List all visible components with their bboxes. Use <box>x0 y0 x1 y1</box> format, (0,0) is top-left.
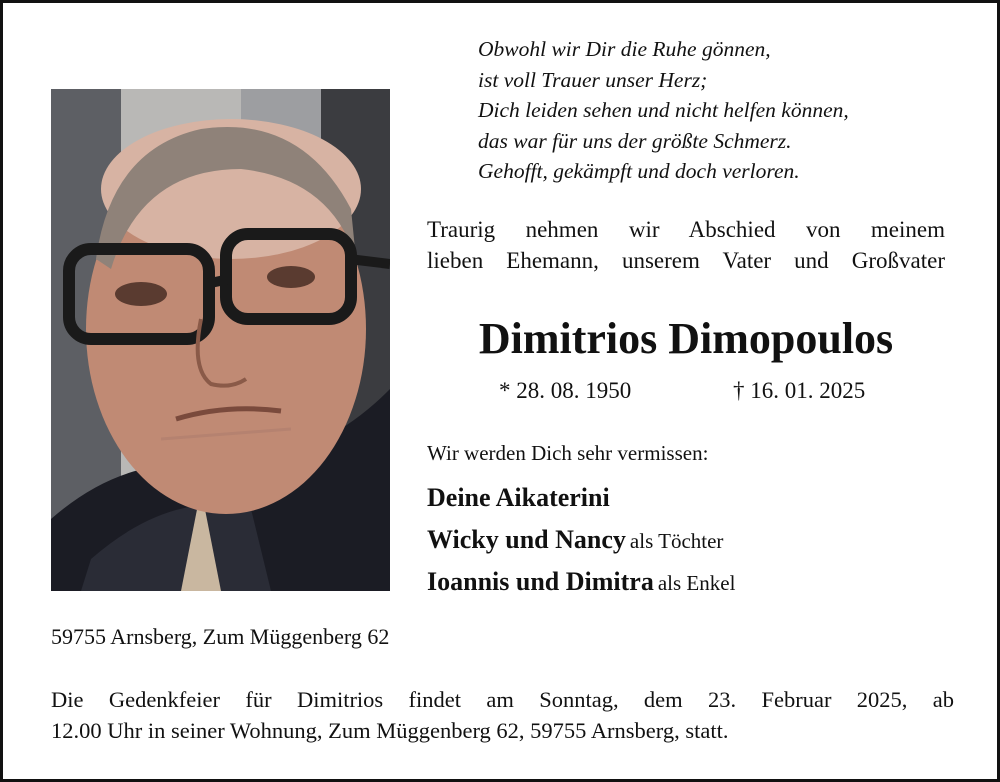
family-relation: als Enkel <box>657 571 736 595</box>
intro-line: lieben Ehemann, unserem Vater und Großvater <box>427 248 945 273</box>
poem-line: Obwohl wir Dir die Ruhe gönnen, <box>478 37 771 61</box>
death-date: † 16. 01. 2025 <box>733 378 866 403</box>
family-relation: als Töchter <box>629 529 724 553</box>
deceased-name: Dimitrios Dimopoulos <box>478 314 894 363</box>
notice-line: Die Gedenkfeier für Dimitrios findet am Sonntag, dem 23. Februar 2025, ab <box>51 687 954 712</box>
poem <box>478 34 849 187</box>
poem-line: das war für uns der größte Schmerz. <box>478 128 792 153</box>
family-name: Wicky und Nancy <box>427 525 626 554</box>
poem-line: ist voll Trauer unser Herz; <box>478 67 708 92</box>
notice-line: 12.00 Uhr in seiner Wohnung, Zum Müggenberg 62, 59755 Arnsberg, statt. <box>51 718 729 743</box>
poem-line: Dich leiden sehen und nicht helfen können, <box>478 98 849 122</box>
family-entry <box>427 480 610 520</box>
portrait-photo <box>51 89 390 591</box>
address: 59755 Arnsberg, Zum Müggenberg 62 <box>51 624 390 649</box>
family-entry <box>427 522 723 562</box>
family-name: Ioannis und Dimitra <box>427 567 654 596</box>
memorial-notice <box>51 684 954 746</box>
intro-text <box>427 214 945 276</box>
birth-date: * 28. 08. 1950 <box>499 378 632 403</box>
family-name: Deine Aikaterini <box>427 483 610 512</box>
poem-line: Gehofft, gekämpft und doch verloren. <box>478 159 800 183</box>
family-entry <box>427 564 735 604</box>
portrait-illustration <box>51 89 390 591</box>
miss-text: Wir werden Dich sehr vermissen: <box>427 441 709 465</box>
intro-line: Traurig nehmen wir Abschied von meinem <box>427 217 945 242</box>
